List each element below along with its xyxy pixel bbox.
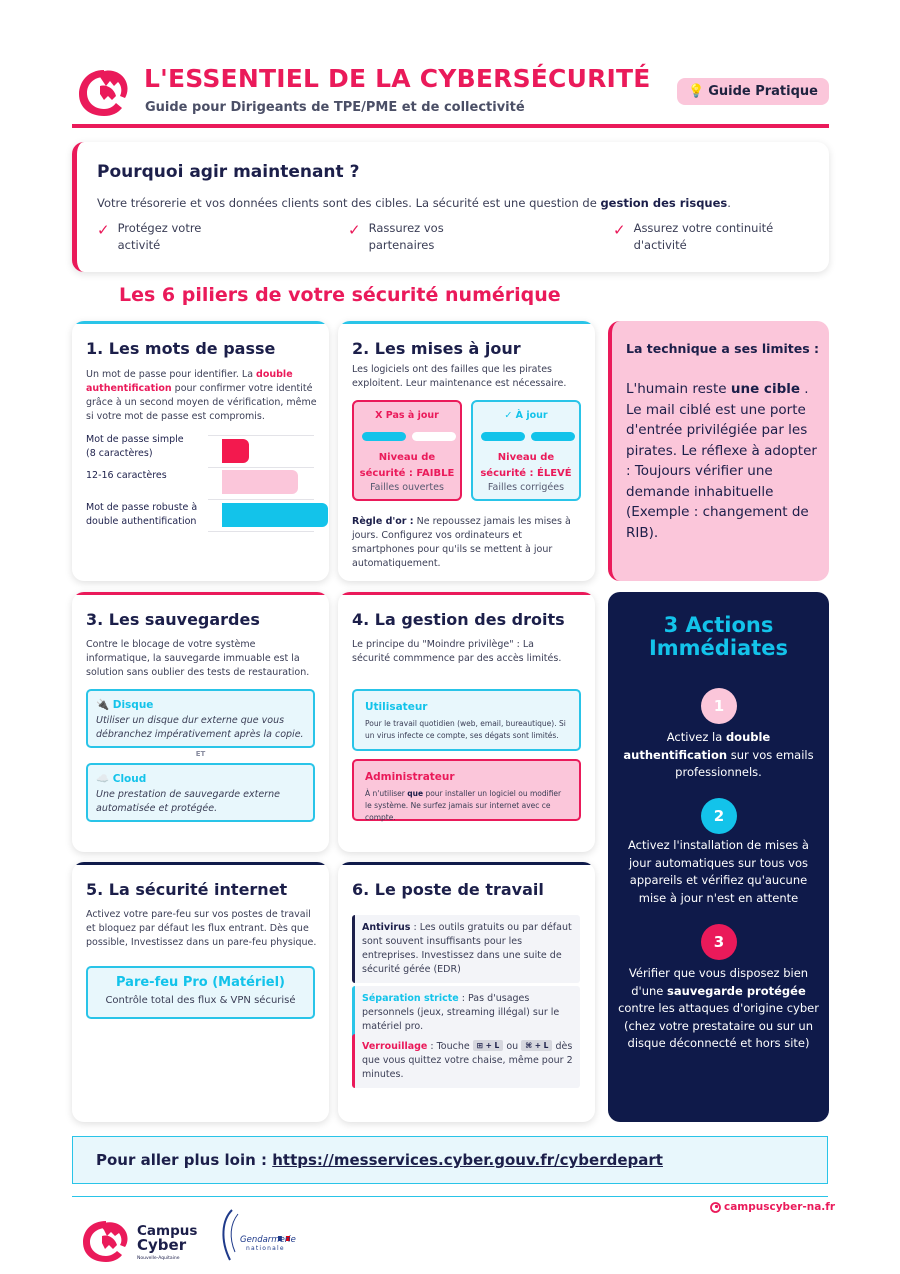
action-number-2: 2 xyxy=(701,798,737,834)
why-title: Pourquoi agir maintenant ? xyxy=(97,162,360,182)
backups-text: Contre le blocage de votre système informatique, la sauvegarde immuable est la solution sans oublier des tests de restauration. xyxy=(86,639,310,678)
mac-key-shortcut: ⌘ + L xyxy=(521,1040,552,1051)
more-info-box xyxy=(72,1136,828,1184)
admin-role-title: Administrateur xyxy=(365,771,455,783)
lion-head-icon xyxy=(80,1218,132,1264)
card-accent xyxy=(72,321,329,324)
card-accent xyxy=(72,592,329,595)
limits-card xyxy=(608,321,829,581)
passwords-card xyxy=(72,321,329,581)
user-role-text: Pour le travail quotidien (web, email, bureautique). Si un virus infecte ce compte, ses dégats sont limités. xyxy=(365,719,566,740)
section-title: Les 6 piliers de votre sécurité numérique xyxy=(119,284,561,306)
not-updated-label: X Pas à jour xyxy=(375,410,439,421)
campus-cyber-mini-icon xyxy=(710,1202,721,1213)
page-title: L'ESSENTIEL DE LA CYBERSÉCURITÉ xyxy=(144,64,651,93)
gendarmerie-subtitle: nationale xyxy=(246,1245,285,1252)
rights-card xyxy=(338,592,595,852)
password-strength-bar xyxy=(222,503,328,527)
and-separator: ET xyxy=(195,750,206,758)
guide-badge-label: Guide Pratique xyxy=(708,84,818,99)
why-item: ✓ Rassurez vos partenaires xyxy=(348,221,444,252)
check-icon: ✓ xyxy=(348,221,361,239)
updated-label: ✓ À jour xyxy=(504,410,548,421)
website-link[interactable]: campuscyber-na.fr xyxy=(710,1201,835,1213)
security-level-low: Niveau de sécurité : FAIBLE xyxy=(359,452,455,479)
action-text-3: Vérifier que vous disposez bien d'une sauvegarde protégée contre les attaques d'origine cyber (chez votre prestataire ou sur un disque déconnecté et hors site) xyxy=(618,966,819,1050)
why-text: Votre trésorerie et vos données clients sont des cibles. La sécurité est une question de gestion des risques. xyxy=(97,196,731,210)
security-level-high: Niveau de sécurité : ÉLEVÉ xyxy=(480,452,572,479)
gendarmerie-logo xyxy=(218,1206,298,1266)
firewall-box xyxy=(86,966,315,1019)
password-row xyxy=(86,469,316,499)
password-row-label: Mot de passe robuste à double authentification xyxy=(86,502,198,527)
password-row xyxy=(86,433,316,463)
page-subtitle: Guide pour Dirigeants de TPE/PME et de collectivité xyxy=(145,100,525,115)
antivirus-tip: Antivirus : Les outils gratuits ou par défaut sont souvent insuffisants pour les entreprises. Investissez dans une suite de sécurité gérée (EDR) xyxy=(352,915,580,983)
password-strength-bar xyxy=(222,439,249,463)
check-icon: ✓ xyxy=(97,221,110,239)
admin-role-text: À n'utiliser que pour installer un logiciel ou modifier le système. Ne surfez jamais sur internet avec ce compte. xyxy=(365,789,562,822)
passwords-title: 1. Les mots de passe xyxy=(86,339,276,358)
campus-cyber-region: Nouvelle-Aquitaine xyxy=(137,1256,180,1261)
chart-gridline xyxy=(208,531,314,532)
not-updated-note: Failles ouvertes xyxy=(370,482,444,493)
disk-title: 🔌 Disque xyxy=(96,699,154,711)
cloud-icon: ☁️ xyxy=(96,773,110,785)
updated-box xyxy=(471,400,581,501)
limits-text: L'humain reste une cible . Le mail ciblé est une porte d'entrée privilégiée par les pirates. Le réflexe à adopter : Toujours vérifier une demande inhabituelle (Exemple : changement de RIB). xyxy=(626,381,817,541)
card-accent xyxy=(72,862,329,865)
more-info-text: Pour aller plus loin : https://messervices.cyber.gouv.fr/cyberdepart xyxy=(96,1151,663,1169)
action-text-1: Activez la double authentification sur vos emails professionnels. xyxy=(623,730,814,779)
firewall-text: Contrôle total des flux & VPN sécurisé xyxy=(105,995,296,1006)
card-accent xyxy=(338,321,595,324)
card-accent xyxy=(338,592,595,595)
cloud-title: ☁️ Cloud xyxy=(96,773,147,785)
guide-badge xyxy=(677,78,829,105)
cloud-box xyxy=(86,763,315,822)
plug-icon: 🔌 xyxy=(96,699,110,711)
workstation-title: 6. Le poste de travail xyxy=(352,880,544,899)
updates-text: Les logiciels ont des failles que les pirates exploitent. Leur maintenance est nécessaire. xyxy=(352,364,567,389)
internet-title: 5. La sécurité internet xyxy=(86,880,288,899)
campus-cyber-logo xyxy=(76,66,132,118)
action-number-3: 3 xyxy=(701,924,737,960)
backups-card xyxy=(72,592,329,852)
security-level-bars xyxy=(362,432,456,441)
action-number-1: 1 xyxy=(701,688,737,724)
not-updated-box xyxy=(352,400,462,501)
action-text-2: Activez l'installation de mises à jour automatiques sur tous vos appareils et vérifiez qu'aucune mise à jour n'est en attente xyxy=(628,838,809,905)
disk-text: Utiliser un disque dur externe que vous débranchez impérativement après la copie. xyxy=(96,715,304,740)
disk-box xyxy=(86,689,315,748)
chart-gridline xyxy=(208,467,314,468)
workstation-card xyxy=(338,862,595,1122)
lock-tip: Verrouillage : Touche ⊞ + L ou ⌘ + L dès que vous quittez votre chaise, même pour 2 minutes. xyxy=(352,1034,580,1088)
gendarmerie-wordmark: Gendarmerie xyxy=(240,1235,296,1245)
password-row-label: 12-16 caractères xyxy=(86,470,167,481)
updates-card xyxy=(338,321,595,581)
cloud-text: Une prestation de sauvegarde externe automatisée et protégée. xyxy=(96,789,280,814)
admin-role-box xyxy=(352,759,581,821)
golden-rule: Règle d'or : Ne repoussez jamais les mises à jours. Configurez vos ordinateurs et smartphones pour qu'ils se mettent à jour automatiquement. xyxy=(352,516,571,569)
passwords-text: Un mot de passe pour identifier. La double authentification pour confirmer votre identité grâce à un second moyen de vérification, même si votre mot de passe est compromis. xyxy=(86,369,317,422)
card-accent xyxy=(338,862,595,865)
password-strength-bar xyxy=(222,470,298,494)
lightbulb-icon: 💡 xyxy=(688,84,705,99)
actions-title: 3 Actions Immédiates xyxy=(648,613,788,660)
backups-title: 3. Les sauvegardes xyxy=(86,610,260,629)
rights-title: 4. La gestion des droits xyxy=(352,610,565,629)
check-icon: ✓ xyxy=(613,221,626,239)
campus-cyber-wordmark: Campus Cyber xyxy=(137,1223,198,1254)
why-item: ✓ Protégez votre activité xyxy=(97,221,202,252)
header-divider xyxy=(72,124,829,128)
actions-card xyxy=(608,592,829,1122)
security-level-bars xyxy=(481,432,575,441)
separation-tip: Séparation stricte : Pas d'usages personnels (jeux, streaming illégal) sur le matériel pro. xyxy=(352,986,580,1040)
firewall-title: Pare-feu Pro (Matériel) xyxy=(116,975,285,990)
windows-key-shortcut: ⊞ + L xyxy=(473,1040,504,1051)
internet-card xyxy=(72,862,329,1122)
updates-title: 2. Les mises à jour xyxy=(352,339,521,358)
internet-text: Activez votre pare-feu sur vos postes de travail et bloquez par défaut les flux entrant. Dès que possible, Investissez dans un pare-feu physique. xyxy=(86,909,317,948)
limits-title: La technique a ses limites : xyxy=(626,341,819,356)
cyberdepart-link[interactable]: https://messervices.cyber.gouv.fr/cyberdepart xyxy=(272,1151,663,1169)
user-role-title: Utilisateur xyxy=(365,701,428,713)
why-card xyxy=(72,142,829,272)
password-row-label: Mot de passe simple (8 caractères) xyxy=(86,434,184,459)
rights-text: Le principe du "Moindre privilège" : La sécurité commmence par des accès limités. xyxy=(352,639,562,664)
chart-gridline xyxy=(208,499,314,500)
updated-note: Failles corrigées xyxy=(487,482,565,493)
footer-divider xyxy=(72,1196,828,1197)
password-row xyxy=(86,501,316,531)
user-role-box xyxy=(352,689,581,751)
why-item: ✓ Assurez votre continuité d'activité xyxy=(613,221,774,252)
